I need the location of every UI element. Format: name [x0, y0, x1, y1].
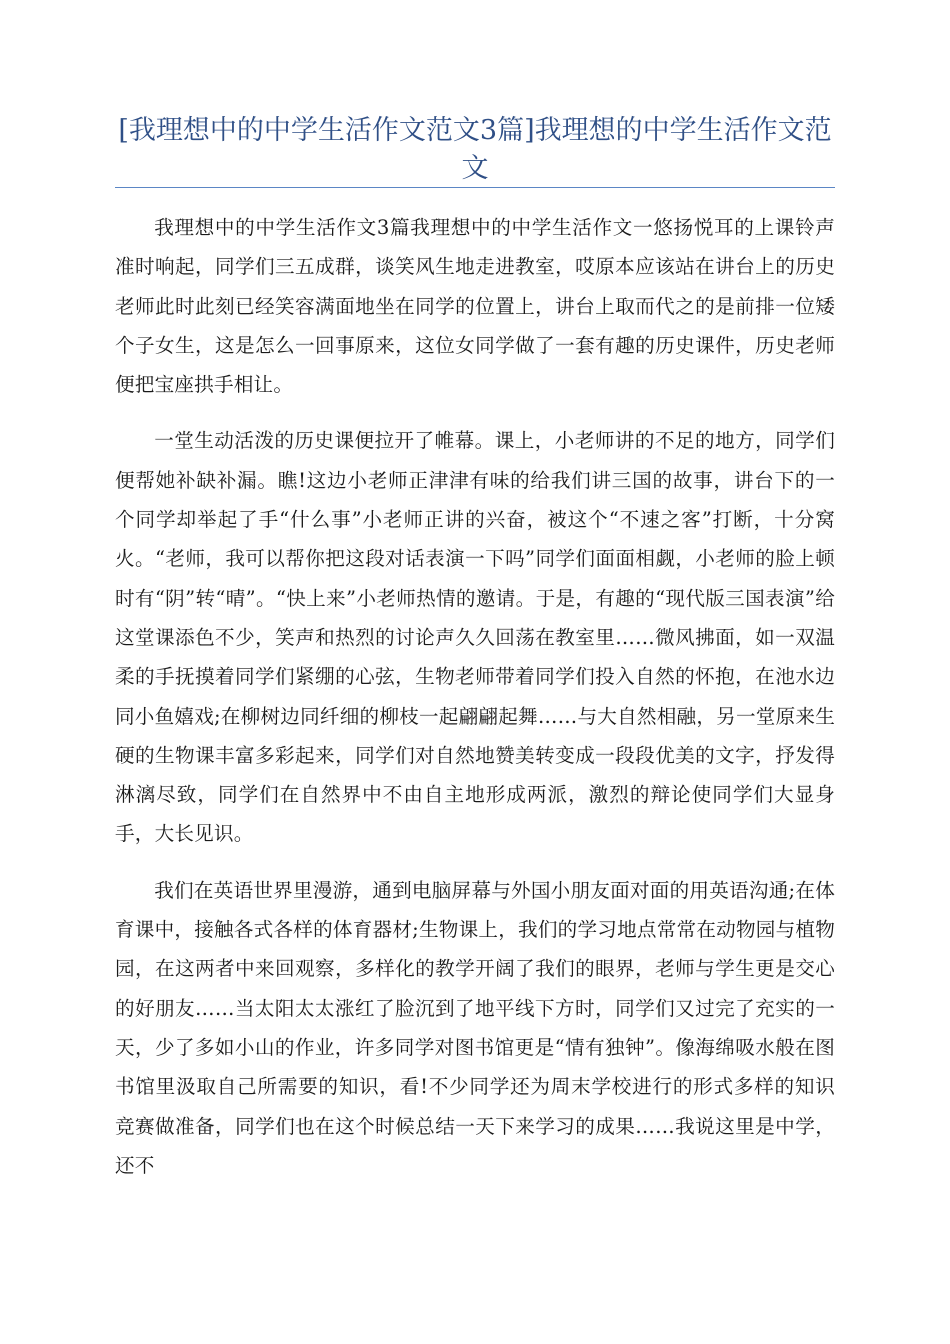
paragraph-1: 我理想中的中学生活作文3篇我理想中的中学生活作文一悠扬悦耳的上课铃声准时响起，同学们三五成群，谈笑风生地走进教室，哎原本应该站在讲台上的历史老师此时此刻已经笑容满面地坐在同学的位置上，讲台上取而代之的是前排一位矮个子女生，这是怎么一回事原来，这位女同学做了一套有趣的历史课件，历史老师便把宝座拱手相让。 [115, 216, 835, 397]
title-underline [115, 187, 835, 188]
document-body [115, 208, 835, 1202]
document-title: [我理想中的中学生活作文范文3篇]我理想的中学生活作文范文 [118, 115, 832, 184]
paragraph-3: 我们在英语世界里漫游，通到电脑屏幕与外国小朋友面对面的用英语沟通;在体育课中，接触各式各样的体育器材;生物课上，我们的学习地点常常在动物园与植物园，在这两者中来回观察，多样化的教学开阔了我们的眼界，老师与学生更是交心的好朋友……当太阳太太涨红了脸沉到了地平线下方时，同学们又过完了充实的一天，少了多如小山的作业，许多同学对图书馆更是“情有独钟”。像海绵吸水般在图书馆里汲取自己所需要的知识，看!不少同学还为周末学校进行的形式多样的知识竞赛做准备，同学们也在这个时候总结一天下来学习的成果……我说这里是中学，还不 [115, 878, 835, 1177]
paragraph-2: 一堂生动活泼的历史课便拉开了帷幕。课上，小老师讲的不足的地方，同学们便帮她补缺补漏。瞧!这边小老师正津津有味的给我们讲三国的故事，讲台下的一个同学却举起了手“什么事”小老师正讲的兴奋，被这个“不速之客”打断，十分窝火。“老师，我可以帮你把这段对话表演一下吗”同学们面面相觑，小老师的脸上顿时有“阴”转“晴”。“快上来”小老师热情的邀请。于是，有趣的“现代版三国表演”给这堂课添色不少，笑声和热烈的讨论声久久回荡在教室里……微风拂面，如一双温柔的手抚摸着同学们紧绷的心弦，生物老师带着同学们投入自然的怀抱，在池水边同小鱼嬉戏;在柳树边同纤细的柳枝一起翩翩起舞……与大自然相融，另一堂原来生硬的生物课丰富多彩起来，同学们对自然地赞美转变成一段段优美的文字，抒发得淋漓尽致，同学们在自然界中不由自主地形成两派，激烈的辩论使同学们大显身手，大长见识。 [115, 429, 835, 846]
